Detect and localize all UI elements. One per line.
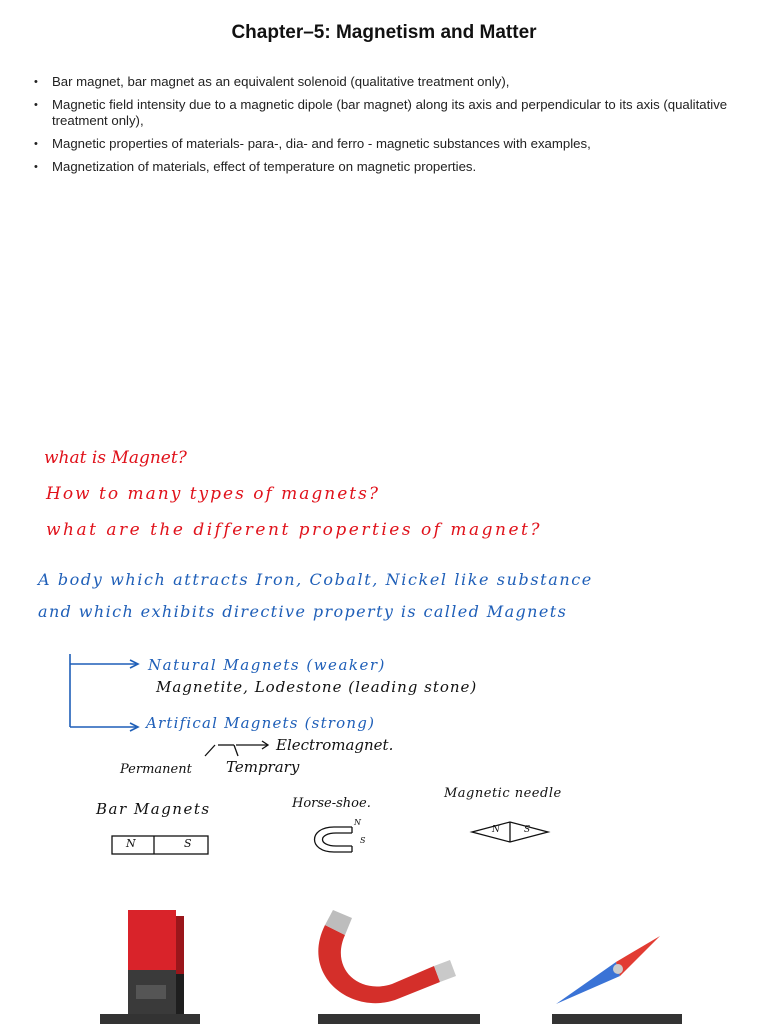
bar-pole-n: N xyxy=(126,837,136,850)
question-what-is-magnet: what is Magnet? xyxy=(44,448,187,468)
horseshoe-sketch xyxy=(315,827,353,852)
bar-photo-caption-fragment xyxy=(100,1014,200,1024)
classification-bracket xyxy=(70,654,138,731)
natural-examples: Magnetite, Lodestone (leading stone) xyxy=(156,678,478,696)
needle-sketch xyxy=(472,822,548,842)
question-types-of-magnets: How to many types of magnets? xyxy=(46,484,380,504)
natural-magnets-label: Natural Magnets (weaker) xyxy=(148,656,386,674)
list-item: • Magnetic properties of materials- para-, dia- and ferro - magnetic substances with examples, xyxy=(32,136,732,152)
artificial-branch-arrows xyxy=(205,741,268,756)
artificial-magnets-label: Artifical Magnets (strong) xyxy=(146,714,376,732)
list-item: • Magnetization of materials, effect of temperature on magnetic properties. xyxy=(32,159,732,175)
temporary-label: Temprary xyxy=(226,758,300,776)
horse-pole-s: S xyxy=(360,836,366,845)
horseshoe-photo-caption-fragment xyxy=(318,1014,480,1024)
bar-magnet-label: Bar Magnets xyxy=(96,800,211,818)
list-item: • Bar magnet, bar magnet as an equivalent solenoid (qualitative treatment only), xyxy=(32,74,732,90)
needle-pole-s: S xyxy=(524,825,531,835)
horseshoe-photo xyxy=(318,910,456,1003)
needle-label: Magnetic needle xyxy=(444,786,562,801)
definition-line-1: A body which attracts Iron, Cobalt, Nickel like substance xyxy=(38,570,593,589)
question-properties: what are the different properties of magnet? xyxy=(46,520,542,540)
permanent-label: Permanent xyxy=(120,762,192,777)
needle-photo-caption-fragment xyxy=(552,1014,682,1024)
page-title: Chapter–5: Magnetism and Matter xyxy=(231,22,537,43)
bar-magnet-photo xyxy=(128,910,184,1014)
bar-pole-s: S xyxy=(184,837,192,850)
list-item: • Magnetic field intensity due to a magnetic dipole (bar magnet) along its axis and perpendicular to its axis (qualitative treatment only), xyxy=(32,97,732,129)
electromagnet-label: Electromagnet. xyxy=(276,736,394,754)
horseshoe-label: Horse-shoe. xyxy=(292,796,371,811)
definition-line-2: and which exhibits directive property is called Magnets xyxy=(38,602,568,621)
needle-photo xyxy=(556,936,660,1004)
horse-pole-n: N xyxy=(354,818,361,827)
needle-pole-n: N xyxy=(492,825,500,835)
